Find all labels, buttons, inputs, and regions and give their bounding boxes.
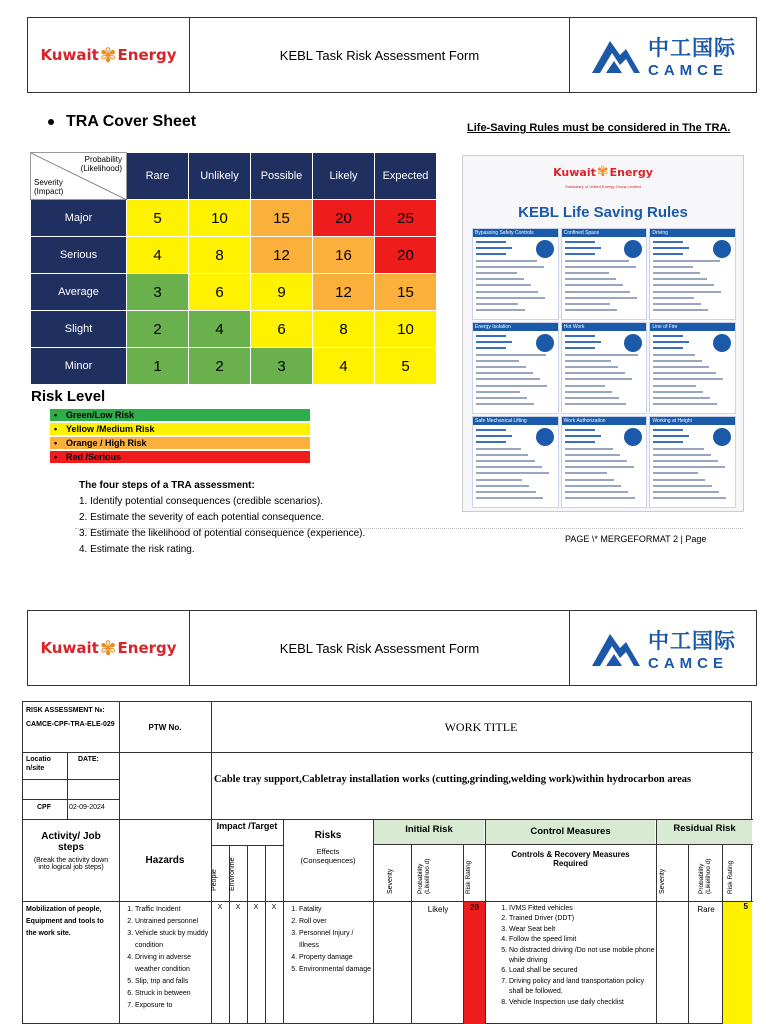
rule-icon bbox=[536, 428, 554, 446]
poster-rule-cell: Hot Work bbox=[561, 322, 648, 414]
risk-level-green: • Green/Low Risk bbox=[50, 409, 310, 421]
matrix-cell: 10 bbox=[189, 200, 251, 237]
hazard-item: 7. Exposure to bbox=[135, 1000, 209, 1012]
matrix-cell: 15 bbox=[375, 274, 437, 311]
step-item: 2. Estimate the severity of each potential consequence. bbox=[79, 512, 325, 523]
risk-assessment-form bbox=[22, 701, 752, 1024]
matrix-col-possible: Possible bbox=[251, 153, 313, 200]
initial-probability-value: Likely bbox=[427, 905, 449, 914]
matrix-col-expected: Expected bbox=[375, 153, 437, 200]
control-item: 2. Trained Driver (DDT) bbox=[509, 914, 655, 924]
control-item: 4. Follow the speed limit bbox=[509, 935, 655, 945]
control-item: 6. Load shall be secured bbox=[509, 966, 655, 976]
risk-item: 5. Environmental damage bbox=[299, 964, 371, 976]
risks-header: Risks Effects (Consequences) bbox=[300, 830, 356, 865]
residual-probability-value: Rare bbox=[697, 905, 715, 914]
risk-item: 3. Personnel Injury / Illness bbox=[299, 928, 371, 952]
form-header-bottom bbox=[27, 610, 757, 686]
poster-rule-cell: Work Authorization bbox=[561, 416, 648, 508]
matrix-cell: 15 bbox=[251, 200, 313, 237]
risks-list bbox=[285, 904, 371, 976]
initial-rating: Risk Rating bbox=[465, 860, 472, 894]
kuwait-energy-logo: Kuwait ✾ Energy bbox=[28, 611, 190, 685]
risk-item: 4. Property damage bbox=[299, 952, 371, 964]
hazards-list bbox=[123, 904, 209, 1012]
matrix-cell: 3 bbox=[251, 348, 313, 385]
rule-icon bbox=[536, 334, 554, 352]
hazard-item: 2. Untrained personnel bbox=[135, 916, 209, 928]
matrix-cell: 8 bbox=[313, 311, 375, 348]
matrix-cell: 6 bbox=[189, 274, 251, 311]
matrix-row-serious: Serious bbox=[31, 237, 127, 274]
matrix-cell: 1 bbox=[127, 348, 189, 385]
risk-item: 2. Roll over bbox=[299, 916, 371, 928]
residual-probability: Probability (Likelihoo d) bbox=[698, 858, 712, 894]
residual-risk-header: Residual Risk bbox=[657, 820, 752, 844]
step-item: 3. Estimate the likelihood of potential consequence (experience). bbox=[79, 528, 366, 539]
matrix-cell: 9 bbox=[251, 274, 313, 311]
hazard-item: 1. Traffic Incident bbox=[135, 904, 209, 916]
initial-risk-header: Initial Risk bbox=[374, 820, 484, 844]
initial-severity: Severity bbox=[387, 868, 394, 894]
matrix-cell: 12 bbox=[313, 274, 375, 311]
matrix-col-unlikely: Unlikely bbox=[189, 153, 251, 200]
life-saving-rules-poster: Kuwait ✾ Energy Subsidiary of United Energy Group Limited KEBL Life Saving Rules Bypassing Safety Controls Confined Space Driving Energy Isolation Hot Work Line of Fire Safe Mechanical Lifting Work Authorization Working at Height bbox=[462, 155, 744, 512]
impact-header: Impact /Target bbox=[216, 821, 278, 831]
risk-matrix bbox=[30, 152, 437, 385]
camce-logo: 中工国际 CAMCE bbox=[570, 611, 756, 685]
matrix-cell: 10 bbox=[375, 311, 437, 348]
matrix-row-major: Major bbox=[31, 200, 127, 237]
work-title-value: Cable tray support,Cabletray installation works (cutting,grinding,welding work)within hydrocarbon areas bbox=[214, 774, 692, 785]
ra-number: CAMCE-CPF-TRA-ELE-029 bbox=[26, 721, 115, 728]
flower-icon: ✾ bbox=[99, 636, 117, 660]
control-measures-header: Control Measures bbox=[486, 820, 655, 844]
impact-marks: X X X X bbox=[217, 904, 277, 911]
initial-probability: Probability (Likelihoo d) bbox=[417, 858, 431, 894]
matrix-corner: Probability (Likelihood) Severity (Impact) bbox=[31, 153, 127, 200]
risk-level-orange: • Orange / High Risk bbox=[50, 437, 310, 449]
hazard-item: 6. Struck in between bbox=[135, 988, 209, 1000]
matrix-cell: 20 bbox=[313, 200, 375, 237]
rule-icon bbox=[713, 240, 731, 258]
matrix-cell: 12 bbox=[251, 237, 313, 274]
cpf-label: CPF bbox=[37, 804, 51, 811]
matrix-cell: 4 bbox=[189, 311, 251, 348]
matrix-cell: 20 bbox=[375, 237, 437, 274]
location-label: Locatio n/site bbox=[26, 756, 51, 772]
poster-rule-cell: Working at Height bbox=[649, 416, 736, 508]
matrix-row-average: Average bbox=[31, 274, 127, 311]
matrix-cell: 6 bbox=[251, 311, 313, 348]
form-title: KEBL Task Risk Assessment Form bbox=[190, 611, 570, 685]
tra-cover-sheet-heading: TRA Cover Sheet bbox=[48, 113, 196, 131]
initial-rating-value: 20 bbox=[464, 902, 485, 1024]
poster-rule-cell: Safe Mechanical Lifting bbox=[472, 416, 559, 508]
matrix-cell: 5 bbox=[127, 200, 189, 237]
residual-severity: Severity bbox=[659, 868, 666, 894]
poster-rule-cell: Confined Space bbox=[561, 228, 648, 320]
matrix-row-slight: Slight bbox=[31, 311, 127, 348]
matrix-col-likely: Likely bbox=[313, 153, 375, 200]
matrix-cell: 4 bbox=[127, 237, 189, 274]
matrix-cell: 16 bbox=[313, 237, 375, 274]
risk-level-yellow: • Yellow /Medium Risk bbox=[50, 423, 310, 435]
camce-logo: 中工国际 CAMCE bbox=[570, 18, 756, 92]
risk-level-heading: Risk Level bbox=[31, 388, 106, 405]
control-item: 3. Wear Seat belt bbox=[509, 925, 655, 935]
poster-rule-cell: Line of Fire bbox=[649, 322, 736, 414]
activity-cell: Mobilization of people, Equipment and tools to the work site. bbox=[26, 906, 104, 937]
impact-environment: Environme bbox=[229, 857, 236, 891]
residual-rating: Risk Rating bbox=[727, 860, 734, 894]
poster-grid bbox=[472, 228, 736, 508]
impact-people: People bbox=[211, 869, 218, 891]
ptw-label: PTW No. bbox=[148, 722, 182, 732]
date-label: DATE: bbox=[78, 756, 99, 763]
hazard-item: 3. Vehicle stuck by muddy condition bbox=[135, 928, 209, 952]
form-title: KEBL Task Risk Assessment Form bbox=[190, 18, 570, 92]
kuwait-energy-logo: Kuwait ✾ Energy bbox=[28, 18, 190, 92]
form-header-top bbox=[27, 17, 757, 93]
tra-steps bbox=[79, 478, 365, 558]
matrix-col-rare: Rare bbox=[127, 153, 189, 200]
poster-rule-cell: Bypassing Safety Controls bbox=[472, 228, 559, 320]
rule-icon bbox=[624, 428, 642, 446]
control-item: 1. IVMS Fitted vehicles bbox=[509, 904, 655, 914]
matrix-row-minor: Minor bbox=[31, 348, 127, 385]
divider bbox=[75, 528, 743, 529]
matrix-cell: 25 bbox=[375, 200, 437, 237]
matrix-cell: 3 bbox=[127, 274, 189, 311]
controls-list bbox=[489, 904, 655, 1008]
camce-mountain-icon bbox=[590, 628, 642, 668]
rule-icon bbox=[624, 240, 642, 258]
matrix-cell: 4 bbox=[313, 348, 375, 385]
poster-rule-cell: Driving bbox=[649, 228, 736, 320]
flower-icon: ✾ bbox=[99, 43, 117, 67]
work-title-label: WORK TITLE bbox=[444, 719, 518, 734]
risk-item: 1. Fatality bbox=[299, 904, 371, 916]
life-saving-rules-note: Life-Saving Rules must be considered in The TRA. bbox=[467, 122, 731, 134]
step-item: 1. Identify potential consequences (credible scenarios). bbox=[79, 496, 324, 507]
control-item: 5. No distracted driving /Do not use mobile phone while driving bbox=[509, 946, 655, 967]
rule-icon bbox=[536, 240, 554, 258]
hazard-item: 4. Driving in adverse weather condition bbox=[135, 952, 209, 976]
hazard-item: 5. Slip, trip and falls bbox=[135, 976, 209, 988]
rule-icon bbox=[713, 334, 731, 352]
step-item: 4. Estimate the risk rating. bbox=[79, 544, 195, 555]
steps-title: The four steps of a TRA assessment: bbox=[79, 480, 255, 491]
ra-number-label: RISK ASSESSMENT №: CAMCE-CPF-TRA-ELE-029 bbox=[26, 707, 115, 728]
poster-title: KEBL Life Saving Rules bbox=[518, 204, 688, 221]
matrix-cell: 2 bbox=[127, 311, 189, 348]
poster-rule-cell: Energy Isolation bbox=[472, 322, 559, 414]
hazards-header: Hazards bbox=[145, 854, 185, 866]
flower-icon: ✾ bbox=[596, 164, 609, 180]
activity-header: Activity/ Job steps (Break the activity down into logical job steps) bbox=[33, 831, 109, 871]
matrix-cell: 5 bbox=[375, 348, 437, 385]
controls-subheader: Controls & Recovery Measures Required bbox=[511, 850, 630, 868]
date-value: 02-09-2024 bbox=[69, 804, 105, 811]
risk-level-red: • Red /Serious bbox=[50, 451, 310, 463]
control-item: 7. Driving policy and land transportation policy shall be followed. bbox=[509, 977, 655, 998]
page-footer: PAGE \* MERGEFORMAT 2 | Page bbox=[565, 534, 707, 544]
matrix-cell: 2 bbox=[189, 348, 251, 385]
matrix-cell: 8 bbox=[189, 237, 251, 274]
residual-rating-value: 5 bbox=[723, 902, 752, 1024]
control-item: 8. Vehicle Inspection use daily checklist bbox=[509, 998, 655, 1008]
rule-icon bbox=[713, 428, 731, 446]
camce-mountain-icon bbox=[590, 35, 642, 75]
rule-icon bbox=[624, 334, 642, 352]
